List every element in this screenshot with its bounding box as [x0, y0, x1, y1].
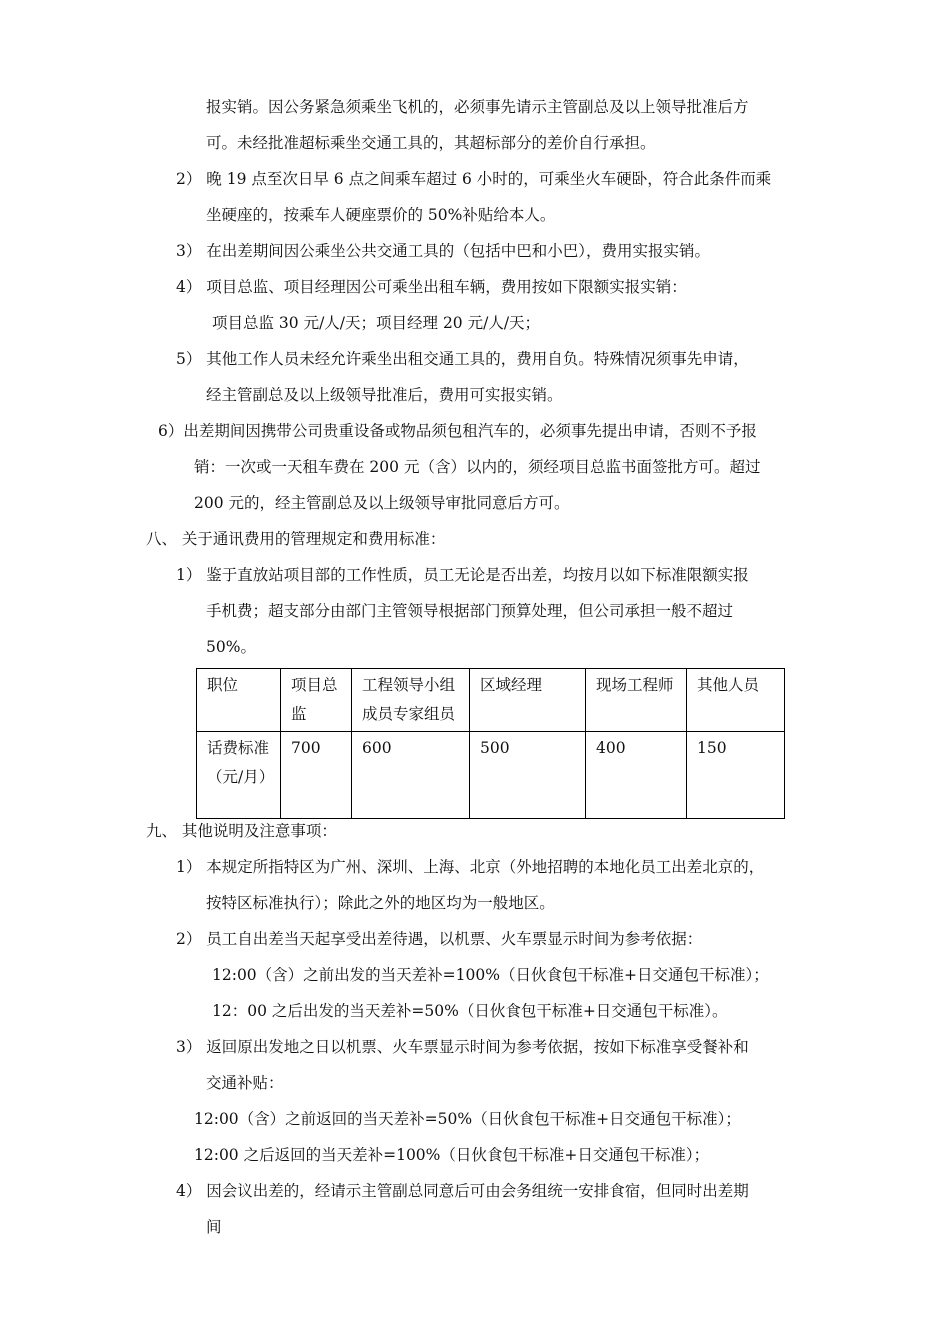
table-cell: 150: [687, 732, 785, 819]
paragraph-line: 50%。: [206, 638, 256, 656]
table-header-cell: 项目总监: [281, 669, 352, 732]
paragraph-line: 交通补贴：: [206, 1074, 284, 1092]
paragraph-line: 200 元的，经主管副总及以上级领导审批同意后方可。: [194, 494, 570, 512]
table-cell: 600: [352, 732, 470, 819]
table-row: [197, 732, 785, 819]
table-header-cell: 现场工程师: [586, 669, 687, 732]
table-header-cell: 其他人员: [687, 669, 785, 732]
section-heading: 八、 关于通讯费用的管理规定和费用标准：: [146, 530, 446, 548]
table-header-cell: 工程领导小组成员专家组员: [352, 669, 470, 732]
table-header-cell: 区域经理: [470, 669, 586, 732]
paragraph-line: 坐硬座的，按乘车人硬座票价的 50%补贴给本人。: [206, 206, 556, 224]
paragraph-line: 经主管副总及以上级领导批准后，费用可实报实销。: [206, 386, 563, 404]
list-item-line: 2） 员工自出差当天起享受出差待遇，以机票、火车票显示时间为参考依据：: [176, 930, 703, 948]
paragraph-line: 12：00 之后出发的当天差补=50%（日伙食包干标准+日交通包干标准）。: [212, 1002, 728, 1020]
table-cell: 700: [281, 732, 352, 819]
paragraph-line: 12:00（含）之前出发的当天差补=100%（日伙食包干标准+日交通包干标准）；: [212, 966, 769, 984]
list-item-line: 3） 在出差期间因公乘坐公共交通工具的（包括中巴和小巴），费用实报实销。: [176, 242, 711, 260]
table-cell: 500: [470, 732, 586, 819]
table-header-row: [197, 669, 785, 732]
list-item-line: 1） 本规定所指特区为广州、深圳、上海、北京（外地招聘的本地化员工出差北京的，: [176, 858, 765, 876]
list-item-line: 4） 因会议出差的，经请示主管副总同意后可由会务组统一安排食宿，但同时出差期: [176, 1182, 749, 1200]
paragraph-line: 手机费；超支部分由部门主管领导根据部门预算处理，但公司承担一般不超过: [206, 602, 734, 620]
phone-fee-table: [196, 668, 785, 819]
table-cell: 400: [586, 732, 687, 819]
paragraph-line: 间: [206, 1218, 222, 1236]
list-item-line: 1） 鉴于直放站项目部的工作性质，员工无论是否出差，均按月以如下标准限额实报: [176, 566, 749, 584]
table-row-label: 话费标准（元/月）: [197, 732, 281, 819]
list-item-line: 3） 返回原出发地之日以机票、火车票显示时间为参考依据，按如下标准享受餐补和: [176, 1038, 749, 1056]
paragraph-line: 按特区标准执行）；除此之外的地区均为一般地区。: [206, 894, 555, 912]
list-item-line: 4） 项目总监、项目经理因公可乘坐出租车辆，费用按如下限额实报实销：: [176, 278, 687, 296]
list-item-line: 6）出差期间因携带公司贵重设备或物品须包租汽车的，必须事先提出申请，否则不予报: [158, 422, 757, 440]
table-header-cell: 职位: [197, 669, 281, 732]
section-heading: 九、 其他说明及注意事项：: [146, 822, 337, 840]
paragraph-line: 12:00 之后返回的当天差补=100%（日伙食包干标准+日交通包干标准）；: [194, 1146, 710, 1164]
list-item-line: 2） 晚 19 点至次日早 6 点之间乘车超过 6 小时的，可乘坐火车硬卧，符合此条件而乘: [176, 170, 772, 188]
paragraph-line: 12:00（含）之前返回的当天差补=50%（日伙食包干标准+日交通包干标准）；: [194, 1110, 741, 1128]
paragraph-line: 可。未经批准超标乘坐交通工具的，其超标部分的差价自行承担。: [206, 134, 656, 152]
paragraph-line: 销：一次或一天租车费在 200 元（含）以内的，须经项目总监书面签批方可。超过: [194, 458, 761, 476]
list-item-line: 5） 其他工作人员未经允许乘坐出租交通工具的，费用自负。特殊情况须事先申请，: [176, 350, 749, 368]
paragraph-line: 项目总监 30 元/人/天；项目经理 20 元/人/天；: [212, 314, 541, 332]
paragraph-line: 报实销。因公务紧急须乘坐飞机的，必须事先请示主管副总及以上领导批准后方: [206, 98, 749, 116]
